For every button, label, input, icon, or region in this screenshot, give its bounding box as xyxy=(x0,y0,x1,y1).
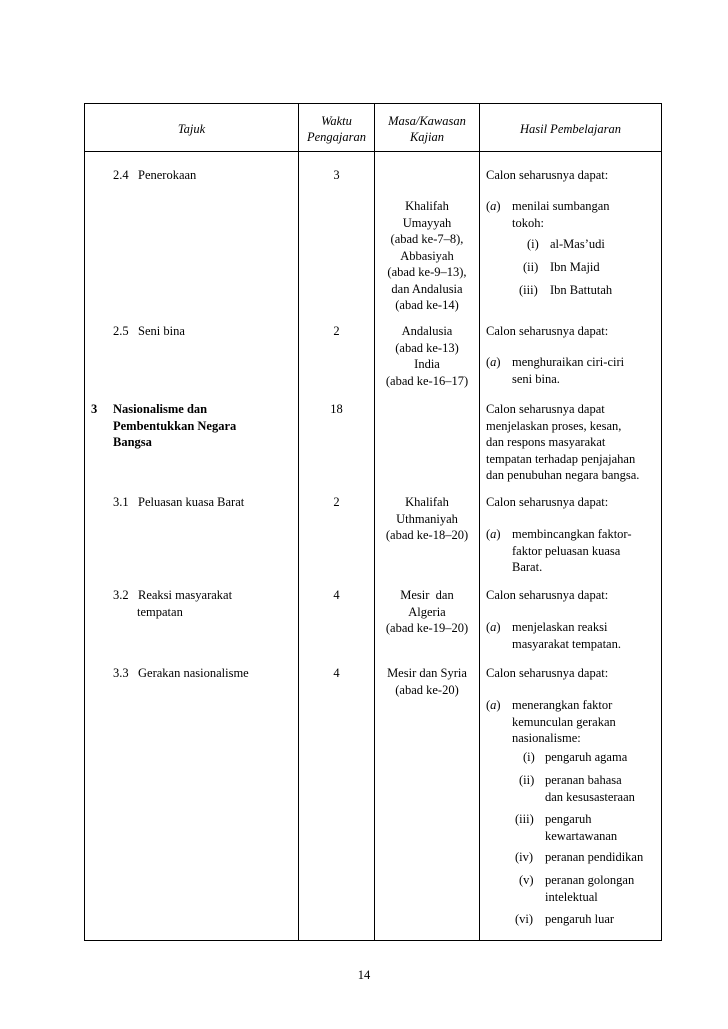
row-3-1-item-text xyxy=(512,526,632,576)
row-3-3-waktu: 4 xyxy=(333,666,340,680)
row-2-4-tajuk: 2.4 Penerokaan xyxy=(113,168,197,182)
row-3-3-item-label: (a) xyxy=(486,698,501,712)
row-3-waktu: 18 xyxy=(330,402,343,416)
kawasan-line: Mesir dan xyxy=(400,588,454,602)
kawasan-line: (abad ke-16–17) xyxy=(385,373,469,388)
header-bottom-border xyxy=(84,151,662,152)
tajuk-line: Bangsa xyxy=(113,435,152,449)
header-waktu xyxy=(299,113,374,145)
subitem-line: intelektual xyxy=(545,889,598,904)
kawasan-line: Khalifah xyxy=(405,495,449,509)
hasil-line: dan penubuhan negara bangsa. xyxy=(486,468,640,482)
row-3-2-item-text xyxy=(512,619,621,652)
item-text-line: faktor peluasan kuasa xyxy=(512,543,621,558)
subitem-line: pengaruh luar xyxy=(545,912,615,926)
row-2-4-hasil-intro: Calon seharusnya dapat: xyxy=(486,168,609,182)
subitem-line: pengaruh xyxy=(545,812,592,826)
table-bottom-border xyxy=(84,940,662,941)
item-text-line: nasionalisme: xyxy=(512,731,581,745)
row-2-4-subitem-text: Ibn Majid xyxy=(550,260,600,274)
row-2-4-subitem-num: (ii) xyxy=(523,260,539,274)
item-text-line: membincangkan faktor- xyxy=(512,527,632,541)
item-text-line: tokoh: xyxy=(512,215,544,230)
item-letter: a xyxy=(490,527,497,541)
subitem-line: peranan bahasa xyxy=(545,773,622,787)
row-2-5-waktu: 2 xyxy=(333,324,340,338)
subitem-line: pengaruh agama xyxy=(545,750,628,764)
kawasan-line: Mesir dan Syria xyxy=(387,666,467,680)
row-2-5-kawasan xyxy=(375,323,479,389)
header-hasil: Hasil Pembelajaran xyxy=(519,122,622,136)
header-kawasan-line2: Kajian xyxy=(409,130,445,144)
row-3-2-item-label: (a) xyxy=(486,620,501,634)
row-3-3-subitem-num: (ii) xyxy=(519,773,535,787)
item-letter: a xyxy=(490,199,497,213)
row-3-number: 3 xyxy=(91,402,98,416)
kawasan-line: Andalusia xyxy=(401,324,453,338)
row-2-4-waktu: 3 xyxy=(333,168,340,182)
header-waktu-line2: Pengajaran xyxy=(306,130,367,144)
subitem-line: kewartawanan xyxy=(545,828,618,843)
row-3-1-hasil-intro: Calon seharusnya dapat: xyxy=(486,495,609,509)
kawasan-line: Umayyah xyxy=(402,215,452,230)
kawasan-line: (abad ke-18–20) xyxy=(385,528,469,542)
subitem-line: peranan pendidikan xyxy=(545,850,644,864)
item-text-line: masyarakat tempatan. xyxy=(512,636,621,651)
tajuk-line: Pembentukkan Negara xyxy=(113,418,237,433)
kawasan-line: (abad ke-13) xyxy=(395,340,459,355)
item-text-line: kemunculan gerakan xyxy=(512,714,616,729)
row-3-hasil xyxy=(486,401,639,484)
tajuk-line: Nasionalisme dan xyxy=(113,402,208,416)
row-2-4-subitem-num: (i) xyxy=(527,237,539,251)
row-3-3-subitem-num: (v) xyxy=(519,873,534,887)
row-3-3-subitem-text xyxy=(545,811,617,844)
kawasan-line: (abad ke-9–13), xyxy=(387,265,467,279)
table-left-border xyxy=(84,103,85,941)
hasil-line: dan respons masyarakat xyxy=(486,435,606,449)
item-text-line: menghuraikan ciri-ciri xyxy=(512,355,625,369)
header-tajuk: Tajuk xyxy=(177,122,206,136)
item-text-line: Barat. xyxy=(512,560,543,574)
row-3-3-subitem-text xyxy=(545,849,643,866)
item-text-line: menjelaskan reaksi xyxy=(512,620,608,634)
row-2-4-subitem-text: al-Mas’udi xyxy=(550,237,605,251)
item-text-line: menilai sumbangan xyxy=(512,199,610,213)
hasil-line: menjelaskan proses, kesan, xyxy=(486,418,622,433)
row-3-2-waktu: 4 xyxy=(333,588,340,602)
header-kawasan xyxy=(375,113,479,145)
row-2-5-item-text xyxy=(512,354,624,387)
header-kawasan-line1: Masa/Kawasan xyxy=(388,114,466,128)
row-3-2-kawasan xyxy=(375,587,479,637)
row-3-3-tajuk: 3.3 Gerakan nasionalisme xyxy=(113,666,249,680)
kawasan-line: (abad ke-7–8), xyxy=(390,232,464,246)
hasil-line: tempatan terhadap penjajahan xyxy=(486,451,636,466)
tajuk-line: tempatan xyxy=(137,604,183,619)
row-3-3-subitem-text xyxy=(545,772,635,805)
kawasan-line: Uthmaniyah xyxy=(396,511,458,526)
row-3-3-item-text xyxy=(512,697,616,747)
header-waktu-line1: Waktu xyxy=(321,114,352,128)
row-2-5-tajuk: 2.5 Seni bina xyxy=(113,324,185,338)
row-3-3-hasil-intro: Calon seharusnya dapat: xyxy=(486,666,609,680)
kawasan-line: Khalifah xyxy=(405,199,449,213)
row-3-3-subitem-num: (vi) xyxy=(515,912,534,926)
row-2-4-item-text xyxy=(512,198,610,231)
item-text-line: menerangkan faktor xyxy=(512,698,613,712)
row-3-3-subitem-text xyxy=(545,872,634,905)
row-3-3-subitem-num: (iii) xyxy=(515,812,534,826)
kawasan-line: India xyxy=(414,357,440,371)
row-3-1-item-label: (a) xyxy=(486,527,501,541)
row-2-5-item-label: (a) xyxy=(486,355,501,369)
table-right-border xyxy=(661,103,662,941)
page-number: 14 xyxy=(357,968,371,982)
row-2-4-kawasan xyxy=(375,198,479,314)
tajuk-line: 3.2 Reaksi masyarakat xyxy=(113,588,233,602)
row-3-1-kawasan xyxy=(375,494,479,544)
row-2-4-subitem-text: Ibn Battutah xyxy=(550,283,613,297)
col-divider-1 xyxy=(298,103,299,941)
row-3-3-subitem-num: (i) xyxy=(523,750,535,764)
row-3-tajuk xyxy=(113,401,236,451)
table-top-border xyxy=(84,103,662,104)
col-divider-3 xyxy=(479,103,480,941)
row-2-4-subitem-num: (iii) xyxy=(519,283,538,297)
row-2-4-item-label: (a) xyxy=(486,199,501,213)
row-3-3-subitem-num: (iv) xyxy=(515,850,534,864)
kawasan-line: (abad ke-14) xyxy=(395,298,459,312)
subitem-line: peranan golongan xyxy=(545,873,635,887)
item-letter: a xyxy=(490,620,497,634)
kawasan-line: Abbasiyah xyxy=(400,248,454,263)
row-3-2-tajuk xyxy=(113,587,232,620)
row-3-2-hasil-intro: Calon seharusnya dapat: xyxy=(486,588,609,602)
kawasan-line: Algeria xyxy=(408,604,446,619)
subitem-line: dan kesusasteraan xyxy=(545,789,635,804)
hasil-line: Calon seharusnya dapat xyxy=(486,402,605,416)
kawasan-line: (abad ke-20) xyxy=(395,682,459,697)
kawasan-line: dan Andalusia xyxy=(391,281,463,296)
row-2-5-hasil-intro: Calon seharusnya dapat: xyxy=(486,324,609,338)
kawasan-line: (abad ke-19–20) xyxy=(385,621,469,635)
item-letter: a xyxy=(490,355,497,369)
row-3-1-tajuk: 3.1 Peluasan kuasa Barat xyxy=(113,495,245,509)
row-3-1-waktu: 2 xyxy=(333,495,340,509)
row-3-3-kawasan xyxy=(375,665,479,698)
row-3-3-subitem-text xyxy=(545,749,627,766)
row-3-3-subitem-text xyxy=(545,911,614,928)
item-text-line: seni bina. xyxy=(512,371,560,386)
item-letter: a xyxy=(490,698,497,712)
